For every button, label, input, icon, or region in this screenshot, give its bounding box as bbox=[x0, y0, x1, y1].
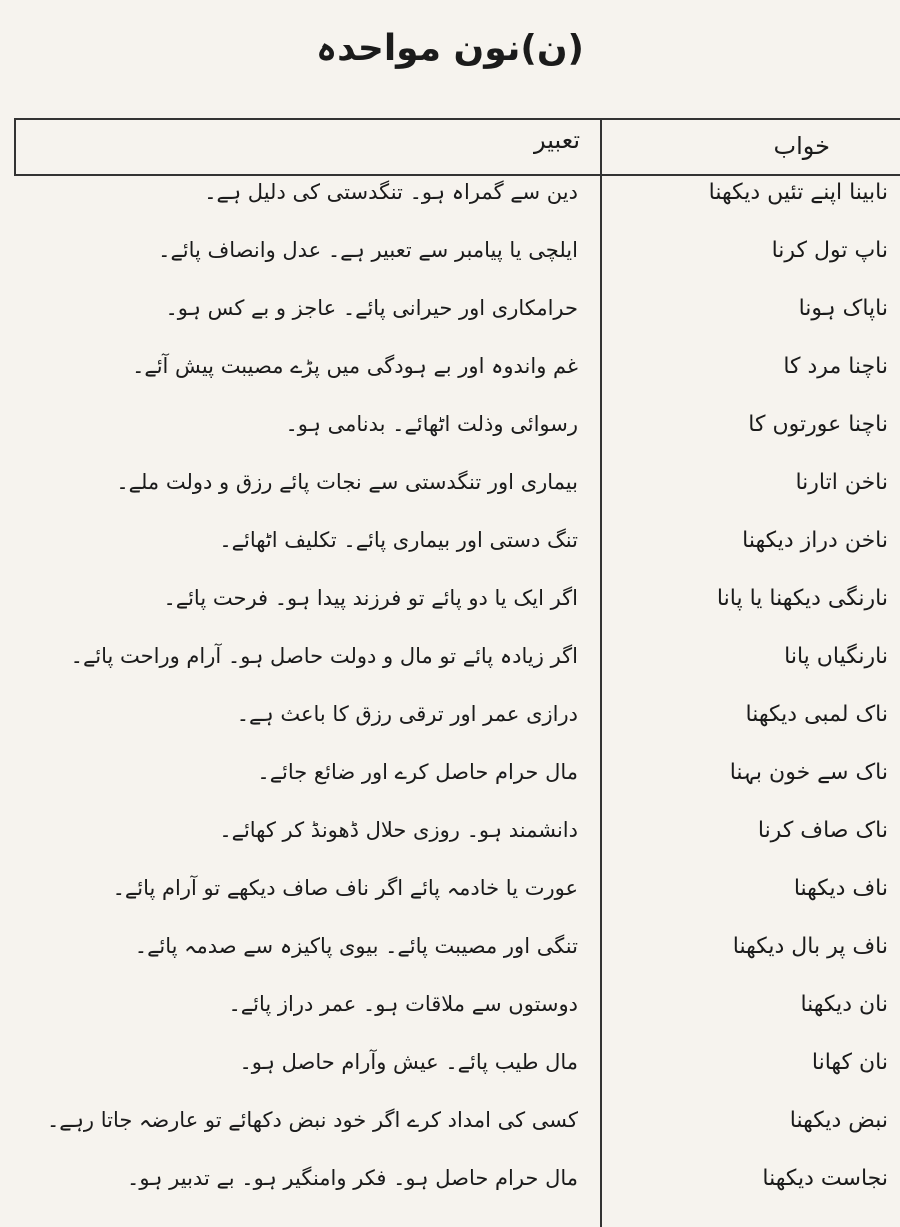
table-row bbox=[0, 470, 900, 522]
table-row bbox=[0, 1050, 900, 1102]
interpretation-cell: عورت یا خادمہ پائے اگر ناف صاف دیکھے تو آرام پائے۔ bbox=[112, 876, 578, 900]
table-row bbox=[0, 528, 900, 580]
table-row bbox=[0, 644, 900, 696]
interpretation-cell: اگر زیادہ پائے تو مال و دولت حاصل ہو۔ آرام وراحت پائے۔ bbox=[70, 644, 578, 668]
interpretation-cell: غم واندوہ اور بے ہودگی میں پڑے مصیبت پیش آئے۔ bbox=[132, 354, 578, 378]
dream-cell: ناک لمبی دیکھنا bbox=[745, 702, 888, 727]
interpretation-cell: تنگی اور مصیبت پائے۔ بیوی پاکیزہ سے صدمہ پائے۔ bbox=[134, 934, 578, 958]
dream-cell: نجاست دیکھنا bbox=[762, 1166, 888, 1191]
dream-cell: نارنگی دیکھنا یا پانا bbox=[716, 586, 888, 611]
dream-cell: ناف پر بال دیکھنا bbox=[732, 934, 888, 959]
table-row bbox=[0, 180, 900, 232]
dream-cell: نان کھانا bbox=[811, 1050, 888, 1075]
dream-cell: ناپ تول کرنا bbox=[771, 238, 888, 263]
interpretation-cell: بیماری اور تنگدستی سے نجات پائے رزق و دولت ملے۔ bbox=[116, 470, 578, 494]
table-row bbox=[0, 934, 900, 986]
dream-cell: ناچنا عورتوں کا bbox=[748, 412, 888, 437]
interpretation-cell: اگر ایک یا دو پائے تو فرزند پیدا ہو۔ فرحت پائے۔ bbox=[163, 586, 578, 610]
table-row bbox=[0, 296, 900, 348]
interpretation-cell: درازی عمر اور ترقی رزق کا باعث ہے۔ bbox=[236, 702, 578, 726]
interpretation-cell: دوستوں سے ملاقات ہو۔ عمر دراز پائے۔ bbox=[228, 992, 578, 1016]
header-tabeer: تعبیر bbox=[534, 126, 580, 154]
table-row bbox=[0, 238, 900, 290]
table-row bbox=[0, 818, 900, 870]
interpretation-cell: مال حرام حاصل ہو۔ فکر وامنگیر ہو۔ بے تدبیر ہو۔ bbox=[127, 1166, 578, 1190]
table-row bbox=[0, 876, 900, 928]
table-header bbox=[14, 118, 900, 176]
interpretation-cell: دانشمند ہو۔ روزی حلال ڈھونڈ کر کھائے۔ bbox=[219, 818, 578, 842]
interpretation-cell: حرامکاری اور حیرانی پائے۔ عاجز و بے کس ہو۔ bbox=[165, 296, 578, 320]
dream-cell: نبض دیکھنا bbox=[789, 1108, 888, 1133]
interpretation-cell: کسی کی امداد کرے اگر خود نبض دکھائے تو عارضہ جاتا رہے۔ bbox=[46, 1108, 578, 1132]
table-row bbox=[0, 586, 900, 638]
dream-cell: ناخن اتارنا bbox=[795, 470, 888, 495]
page-title: (ن)نون مواحدہ bbox=[315, 28, 584, 69]
dream-cell: نارنگیاں پانا bbox=[784, 644, 888, 669]
table-row bbox=[0, 412, 900, 464]
interpretation-cell: رسوائی وذلت اٹھائے۔ بدنامی ہو۔ bbox=[285, 412, 578, 436]
dream-cell: ناک صاف کرنا bbox=[757, 818, 888, 843]
table-row bbox=[0, 1166, 900, 1218]
dream-cell: ناچنا مرد کا bbox=[783, 354, 888, 379]
dream-cell: ناک سے خون بہنا bbox=[729, 760, 888, 785]
dream-cell: ناپاک ہونا bbox=[798, 296, 888, 321]
dream-cell: نابینا اپنے تئیں دیکھنا bbox=[708, 180, 888, 205]
dream-cell: ناف دیکھنا bbox=[793, 876, 888, 901]
interpretation-cell: دین سے گمراہ ہو۔ تنگدستی کی دلیل ہے۔ bbox=[204, 180, 578, 204]
table-row bbox=[0, 702, 900, 754]
table-row bbox=[0, 760, 900, 812]
dream-cell: ناخن دراز دیکھنا bbox=[742, 528, 888, 553]
interpretation-cell: تنگ دستی اور بیماری پائے۔ تکلیف اٹھائے۔ bbox=[219, 528, 578, 552]
dream-cell: نان دیکھنا bbox=[800, 992, 888, 1017]
interpretation-cell: مال حرام حاصل کرے اور ضائع جائے۔ bbox=[257, 760, 578, 784]
interpretation-cell: ایلچی یا پیامبر سے تعبیر ہے۔ عدل وانصاف پائے۔ bbox=[158, 238, 578, 262]
interpretation-cell: مال طیب پائے۔ عیش وآرام حاصل ہو۔ bbox=[239, 1050, 578, 1074]
table-row bbox=[0, 992, 900, 1044]
header-khwab: خواب bbox=[773, 132, 830, 160]
table-row bbox=[0, 1108, 900, 1160]
table-row bbox=[0, 354, 900, 406]
